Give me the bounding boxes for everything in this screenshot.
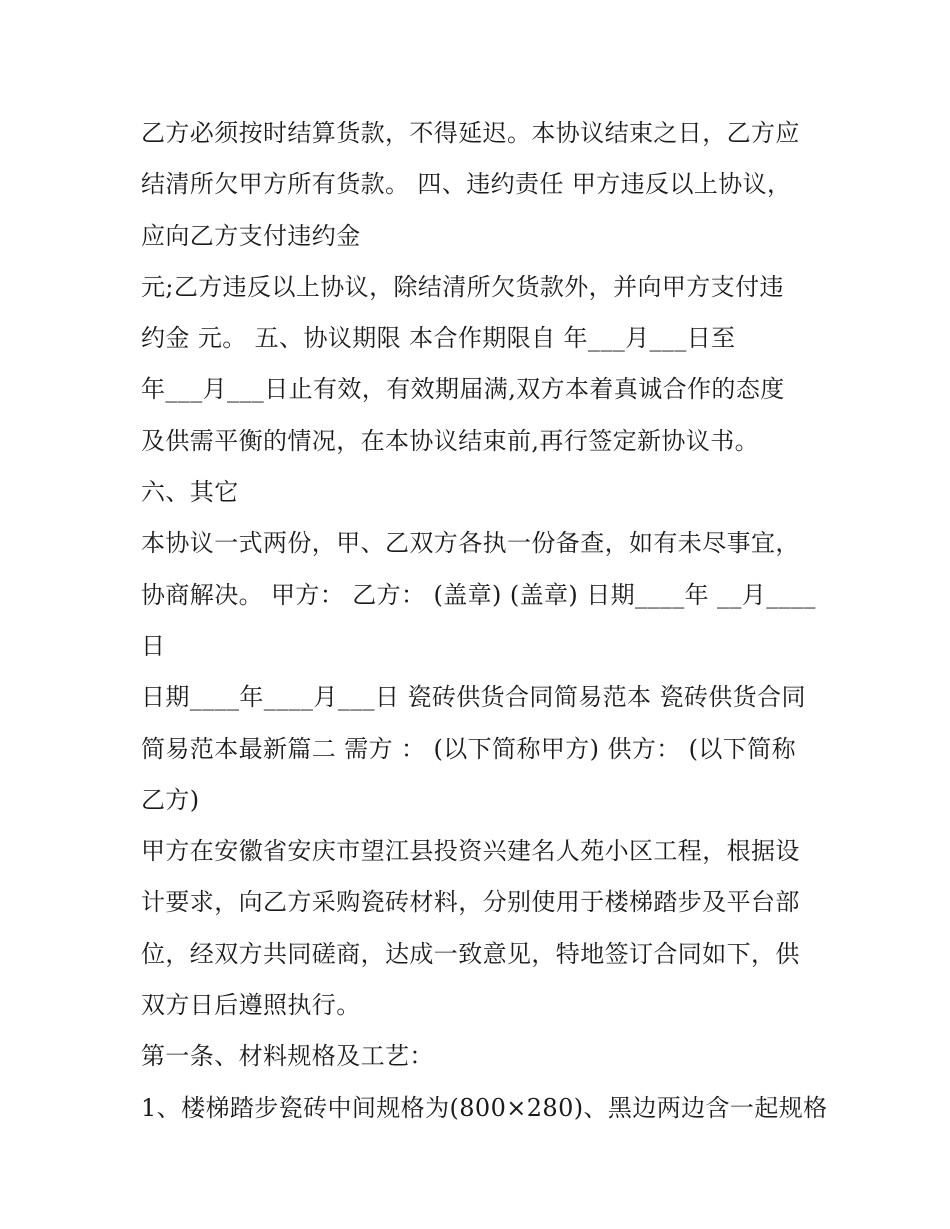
text-line: 乙方必须按时结算货款，不得延迟。本协议结束之日，乙方应 [141, 119, 800, 147]
text-line: 日 [141, 631, 166, 660]
text-line: 1、楼梯踏步瓷砖中间规格为(800×280)、黑边两边含一起规格 [141, 1093, 828, 1122]
text-line: 简易范本最新篇二 需方 ： (以下简称甲方) 供方： (以下简称 [141, 734, 797, 763]
text-line: 日期____年____月___日 瓷砖供货合同简易范本 瓷砖供货合同 [141, 683, 806, 712]
text-line: 应向乙方支付违约金 [141, 221, 361, 250]
text-line: 约金 元。 五、协议期限 本合作期限自 年___月___日至 [141, 324, 736, 353]
text-line: 年___月___日止有效，有效期届满,双方本着真诚合作的态度 [141, 375, 785, 404]
text-line: 双方日后遵照执行。 [141, 991, 361, 1020]
document-body [141, 108, 828, 1134]
text-line: 协商解决。 甲方： 乙方： (盖章) (盖章) 日期____年 __月____ [141, 580, 816, 609]
text-line: 结清所欠甲方所有货款。 四、违约责任 甲方违反以上协议， [141, 170, 792, 199]
text-line: 乙方) [141, 785, 200, 814]
text-line: 位，经双方共同磋商，达成一致意见，特地签订合同如下，供 [141, 939, 800, 968]
section-heading: 六、其它 [141, 478, 239, 507]
text-line: 本协议一式两份，甲、乙双方各执一份备查，如有未尽事宜， [141, 529, 800, 558]
text-line: 元;乙方违反以上协议，除结清所欠货款外，并向甲方支付违 [141, 272, 784, 301]
text-line: 甲方在安徽省安庆市望江县投资兴建名人苑小区工程，根据设 [141, 837, 800, 866]
text-line: 及供需平衡的情况，在本协议结束前,再行签定新协议书。 [141, 426, 760, 455]
text-line: 计要求，向乙方采购瓷砖材料，分别使用于楼梯踏步及平台部 [141, 888, 800, 917]
section-heading: 第一条、材料规格及工艺： [141, 1042, 434, 1071]
